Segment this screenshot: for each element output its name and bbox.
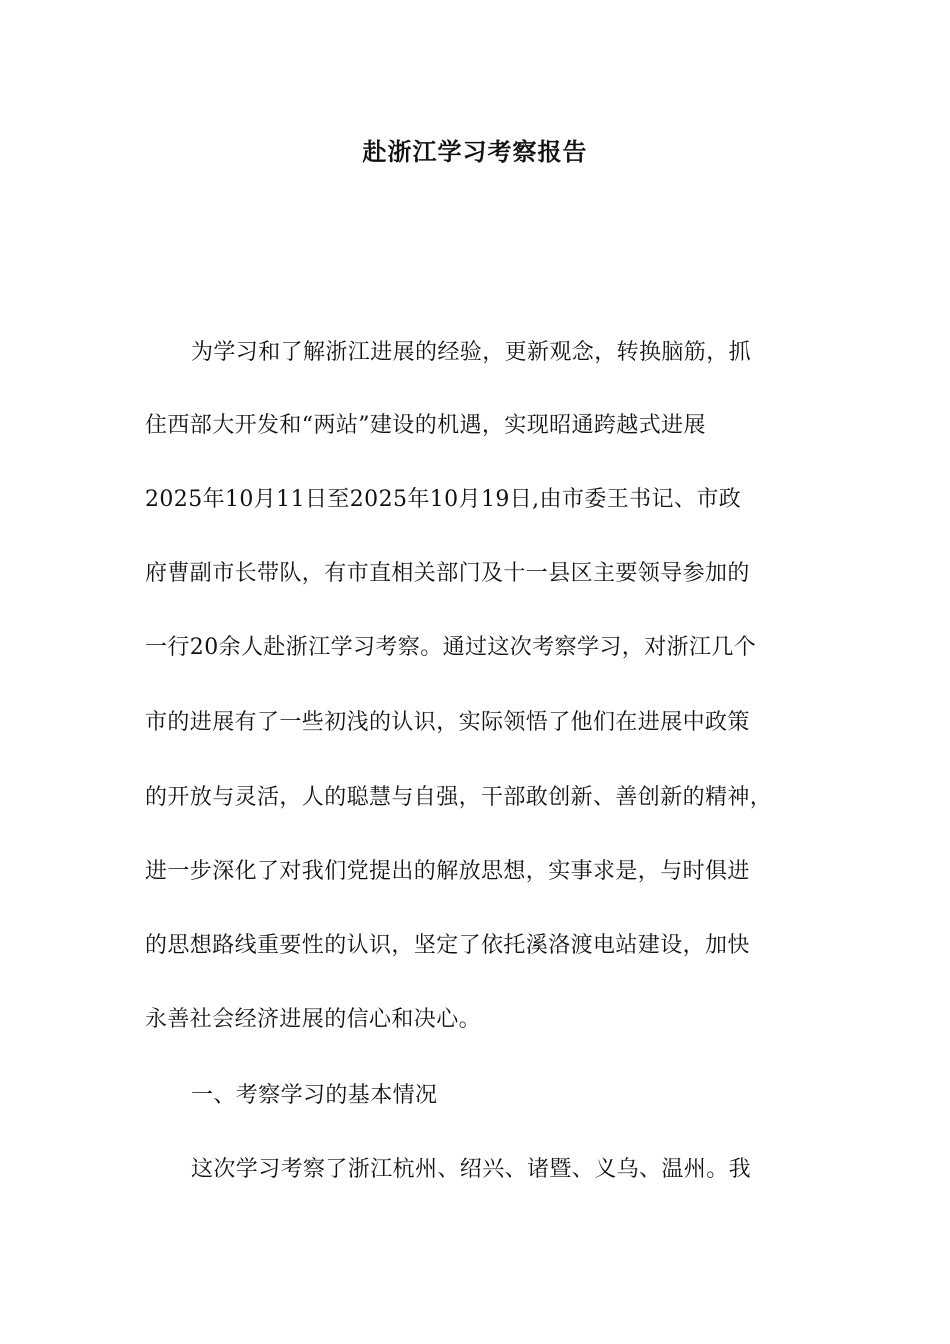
section-heading: 一、考察学习的基本情况 xyxy=(191,1083,438,1108)
paragraph-line: 一行20余人赴浙江学习考察。通过这次考察学习，对浙江几个 xyxy=(145,635,757,660)
paragraph-line: 的思想路线重要性的认识，坚定了依托溪洛渡电站建设，加快 xyxy=(145,933,750,958)
paragraph-line: 进一步深化了对我们党提出的解放思想，实事求是，与时俱进 xyxy=(145,859,750,884)
paragraph-line: 这次学习考察了浙江杭州、绍兴、诸暨、义乌、温州。我 xyxy=(191,1157,752,1182)
paragraph-line: 住西部大开发和“两站”建设的机遇，实现昭通跨越式进展 xyxy=(145,413,706,438)
paragraph-line: 为学习和了解浙江进展的经验，更新观念，转换脑筋，抓 xyxy=(191,340,752,365)
paragraph-line: 府曹副市长带队，有市直相关部门及十一县区主要领导参加的 xyxy=(145,561,750,586)
paragraph-line: 永善社会经济进展的信心和决心。 xyxy=(145,1007,482,1032)
paragraph-line: 2025年10月11日至2025年10月19日,由市委王书记、市政 xyxy=(145,487,742,512)
paragraph-line: 的开放与灵活，人的聪慧与自强，干部敢创新、善创新的精神， xyxy=(145,785,773,810)
document-title: 赴浙江学习考察报告 xyxy=(362,137,588,166)
paragraph-line: 市的进展有了一些初浅的认识，实际领悟了他们在进展中政策 xyxy=(145,710,750,735)
